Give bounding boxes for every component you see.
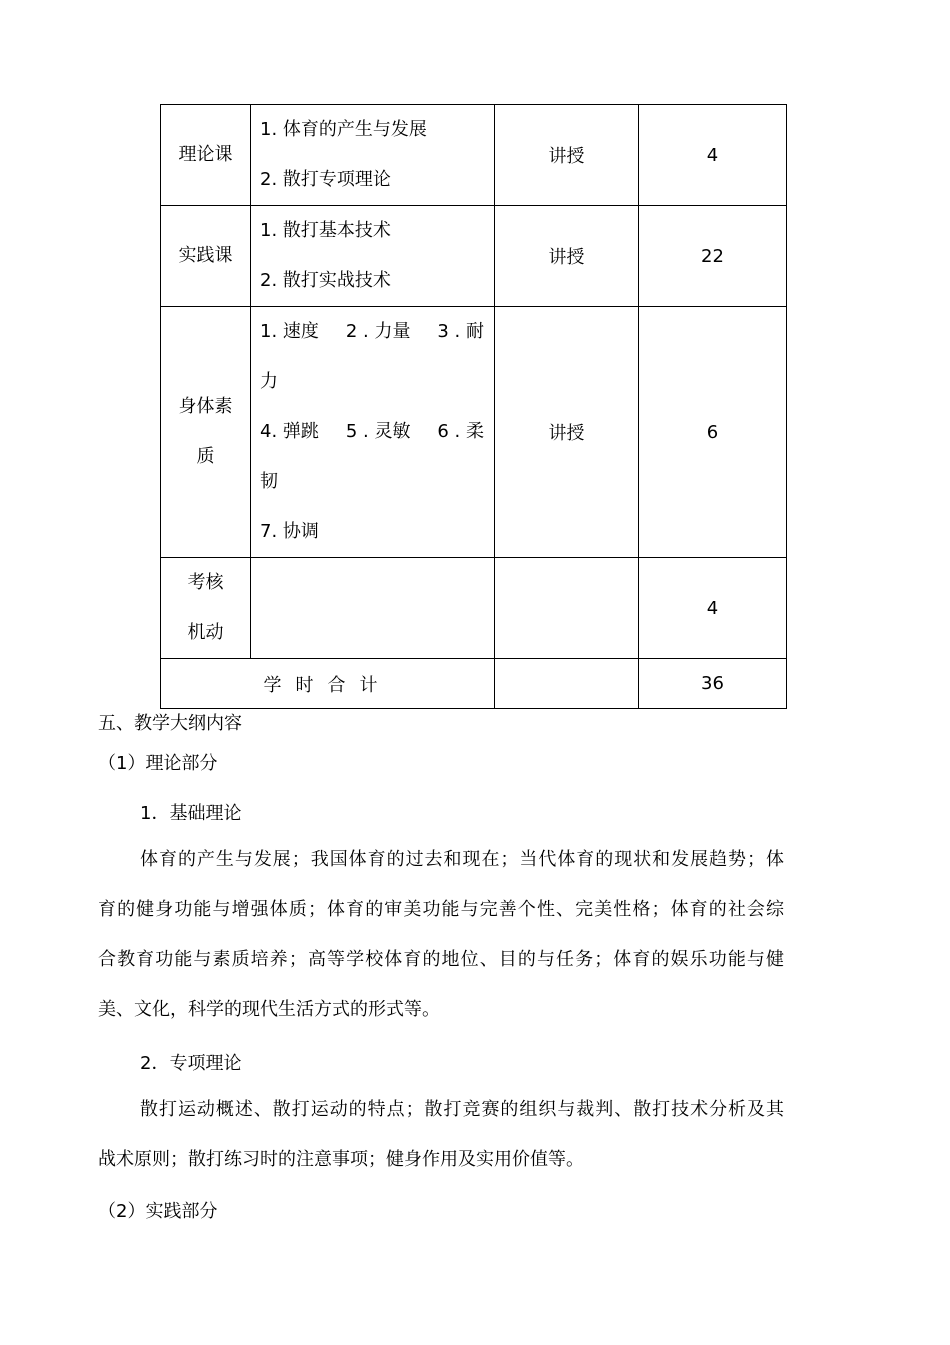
content-line: 韧 (260, 471, 278, 492)
category-cell: 身体素 质 (161, 307, 251, 558)
content-line: 2. 散打实战技术 (260, 270, 391, 291)
part-heading-practice: （2）实践部分 (98, 1201, 218, 1222)
category-cell: 考核 机动 (161, 558, 251, 659)
content-line: 4. 弹跳 5 . 灵敏 6 . 柔 (260, 421, 484, 442)
content-cell (251, 558, 495, 659)
method-cell: 讲授 (495, 307, 639, 558)
content-line: 力 (260, 371, 278, 392)
table-row (161, 206, 787, 307)
subheading-special-theory: 2．专项理论 (140, 1053, 242, 1074)
content-cell (251, 105, 495, 206)
table-row (161, 307, 787, 558)
hours-cell: 4 (639, 558, 787, 659)
content-line: 1. 散打基本技术 (260, 220, 391, 241)
hours-cell: 22 (639, 206, 787, 307)
table-row (161, 558, 787, 659)
part-heading-theory: （1）理论部分 (98, 753, 218, 774)
content-line: 1. 速度 2 . 力量 3 . 耐 (260, 321, 484, 342)
paragraph-basic-theory: 体育的产生与发展；我国体育的过去和现在；当代体育的现状和发展趋势；体 育的健身功能与增强体质；体育的审美功能与完善个性、完美性格；体育的社会综 合教育功能与素质培养；高等学校体育的地位、目的与任务；体育的娱乐功能与健 美、文化，科学的现代生活方式的形式等。 (98, 849, 784, 1020)
total-label: 学时合计 (161, 659, 495, 709)
total-row (161, 659, 787, 709)
hours-cell: 4 (639, 105, 787, 206)
subheading-basic-theory: 1．基础理论 (140, 803, 242, 824)
content-line: 7. 协调 (260, 521, 319, 542)
category-cell: 实践课 (161, 206, 251, 307)
hours-cell: 6 (639, 307, 787, 558)
content-cell (251, 307, 495, 558)
method-cell: 讲授 (495, 206, 639, 307)
paragraph-special-theory: 散打运动概述、散打运动的特点；散打竞赛的组织与裁判、散打技术分析及其 战术原则；散打练习时的注意事项；健身作用及实用价值等。 (98, 1099, 784, 1170)
curriculum-table (160, 104, 787, 709)
content-line: 1. 体育的产生与发展 (260, 119, 427, 140)
category-cell: 理论课 (161, 105, 251, 206)
table-row (161, 105, 787, 206)
section-heading: 五、教学大纲内容 (98, 713, 242, 734)
total-method-cell (495, 659, 639, 709)
content-cell (251, 206, 495, 307)
method-cell: 讲授 (495, 105, 639, 206)
content-line: 2. 散打专项理论 (260, 169, 391, 190)
total-hours: 36 (639, 659, 787, 709)
method-cell (495, 558, 639, 659)
